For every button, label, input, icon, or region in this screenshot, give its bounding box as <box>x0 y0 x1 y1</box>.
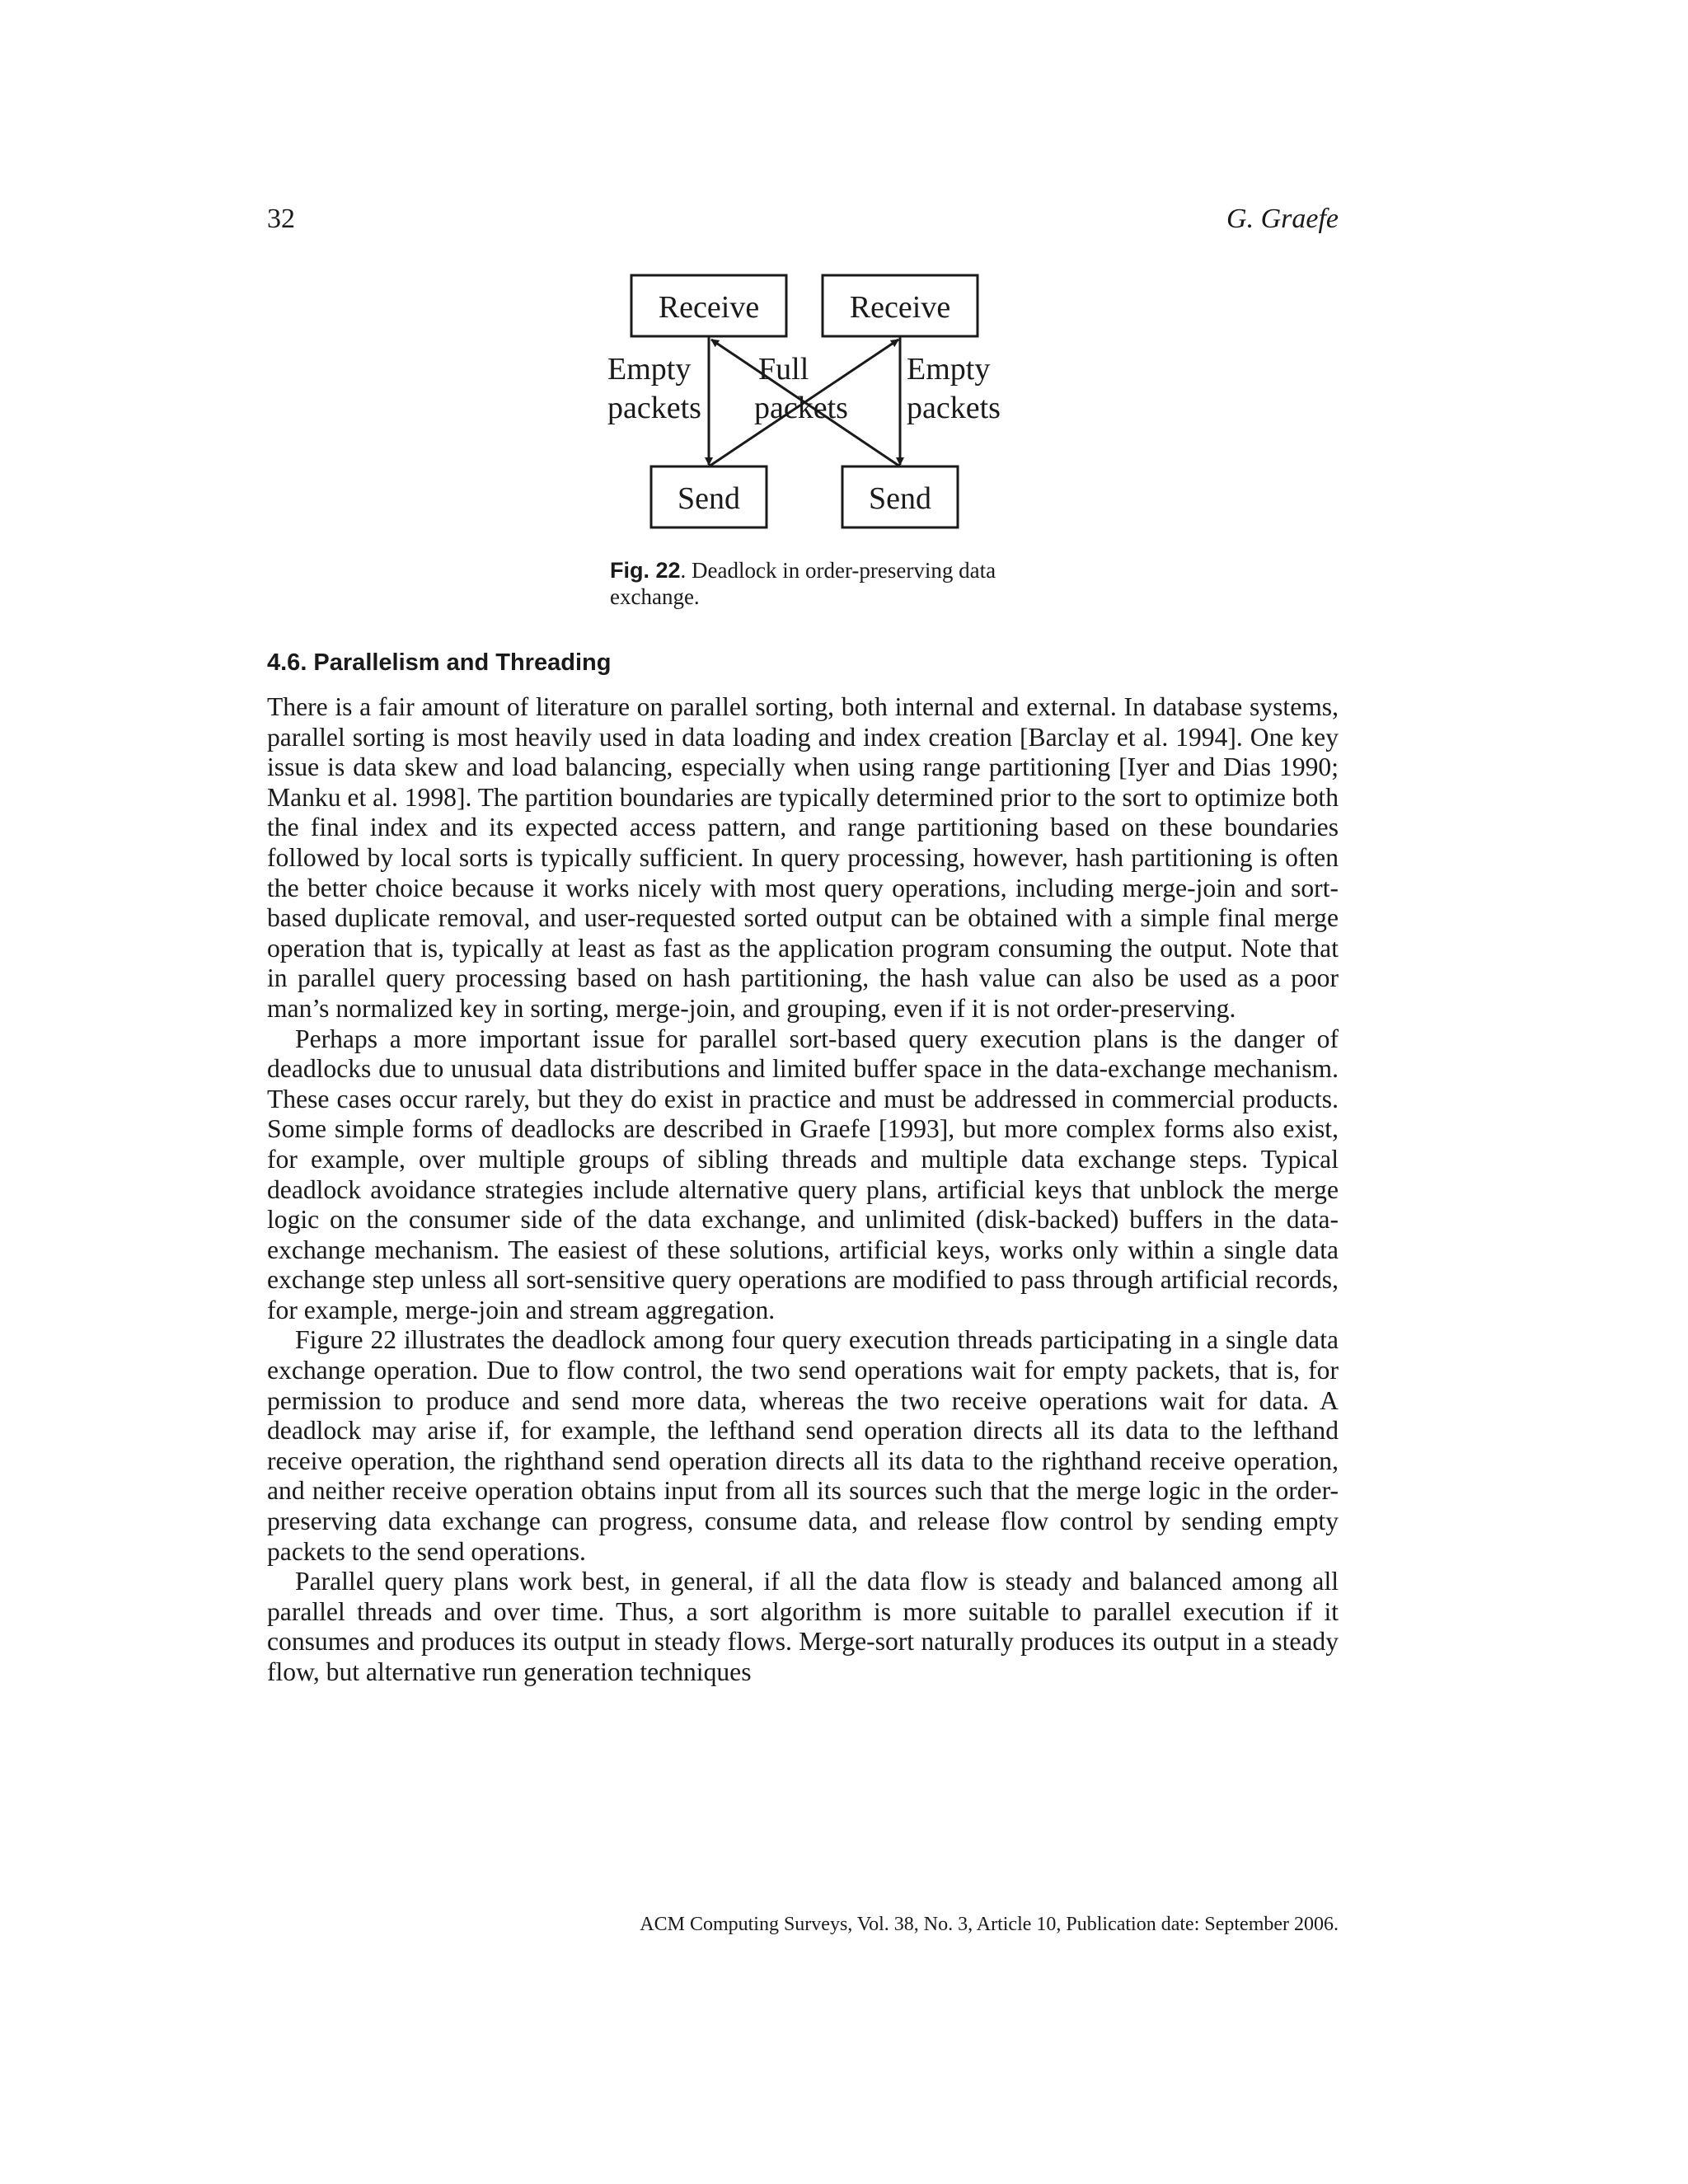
deadlock-diagram-svg <box>602 268 1030 540</box>
page-number: 32 <box>267 204 295 234</box>
receive-right-label: Receive <box>849 290 951 325</box>
figure-22-deadlock-diagram <box>602 268 1030 540</box>
journal-citation-footer: ACM Computing Surveys, Vol. 38, No. 3, Article 10, Publication date: September 2006. <box>640 1914 1339 1935</box>
paragraph: There is a fair amount of literature on parallel sorting, both internal and external. In database systems, parallel sorting is most heavily used in data loading and index creation [Barclay et al. 1994]. One key issue is data skew and load balancing, especially when using range partitioning [Iyer and Dias 1990; Manku et al. 1998]. The partition boundaries are typically determined prior to the sort to optimize both the final index and its expected access pattern, and range partitioning based on these boundaries followed by local sorts is typically sufficient. In query processing, however, hash partitioning is often the better choice because it works nicely with most query operations, including merge-join and sort-based duplicate removal, and user-requested sorted output can be obtained with a simple final merge operation that is, typically at least as fast as the application program consuming the output. Note that in parallel query processing based on hash partitioning, the hash value can also be used as a poor man’s normalized key in sorting, merge-join, and grouping, even if it is not order-preserving. <box>267 692 1339 1023</box>
empty-packets-left-label-line1: Empty <box>607 352 692 387</box>
figure-caption-text: . Deadlock in order-preserving data exchange. <box>610 558 996 609</box>
empty-packets-right-label-line1: Empty <box>907 352 991 387</box>
full-packets-label-line2: packets <box>754 391 848 425</box>
section-heading: 4.6. Parallelism and Threading <box>267 649 612 676</box>
send-right-label: Send <box>869 481 931 516</box>
empty-packets-right-label-line2: packets <box>907 391 1001 425</box>
figure-caption <box>610 557 1039 610</box>
paragraph: Figure 22 illustrates the deadlock among four query execution threads participating in a single data exchange operation. Due to flow control, the two send operations wait for empty packets, that is, for permission to produce and send more data, whereas the two receive operations wait for data. A deadlock may arise if, for example, the lefthand send operation directs all its data to the lefthand receive operation, the righthand send operation directs all its data to the righthand receive operation, and neither receive operation obtains input from all its sources such that the merge logic in the order-preserving data exchange can progress, consume data, and release flow control by sending empty packets to the send operations. <box>267 1325 1339 1566</box>
paragraph: Parallel query plans work best, in general, if all the data flow is steady and balanced among all parallel threads and over time. Thus, a sort algorithm is more suitable to parallel execution if it consumes and produces its output in steady flows. Merge-sort naturally produces its output in a steady flow, but alternative run generation techniques <box>267 1567 1339 1686</box>
running-head-author: G. Graefe <box>1226 204 1339 234</box>
figure-caption-label: Fig. 22 <box>610 558 681 583</box>
empty-packets-left-label-line2: packets <box>607 391 701 425</box>
send-left-label: Send <box>678 481 740 516</box>
full-packets-label-line1: Full <box>758 352 809 387</box>
receive-left-label: Receive <box>658 290 760 325</box>
paragraph: Perhaps a more important issue for parallel sort-based query execution plans is the danger of deadlocks due to unusual data distributions and limited buffer space in the data-exchange mechanism. These cases occur rarely, but they do exist in practice and must be addressed in commercial products. Some simple forms of deadlocks are described in Graefe [1993], but more complex forms also exist, for example, over multiple groups of sibling threads and multiple data exchange steps. Typical deadlock avoidance strategies include alternative query plans, artificial keys that unblock the merge logic on the consumer side of the data exchange, and unlimited (disk-backed) buffers in the data-exchange mechanism. The easiest of these solutions, artificial keys, works only within a single data exchange step unless all sort-sensitive query operations are modified to pass through artificial records, for example, merge-join and stream aggregation. <box>267 1024 1339 1324</box>
section-body <box>267 692 1339 1688</box>
